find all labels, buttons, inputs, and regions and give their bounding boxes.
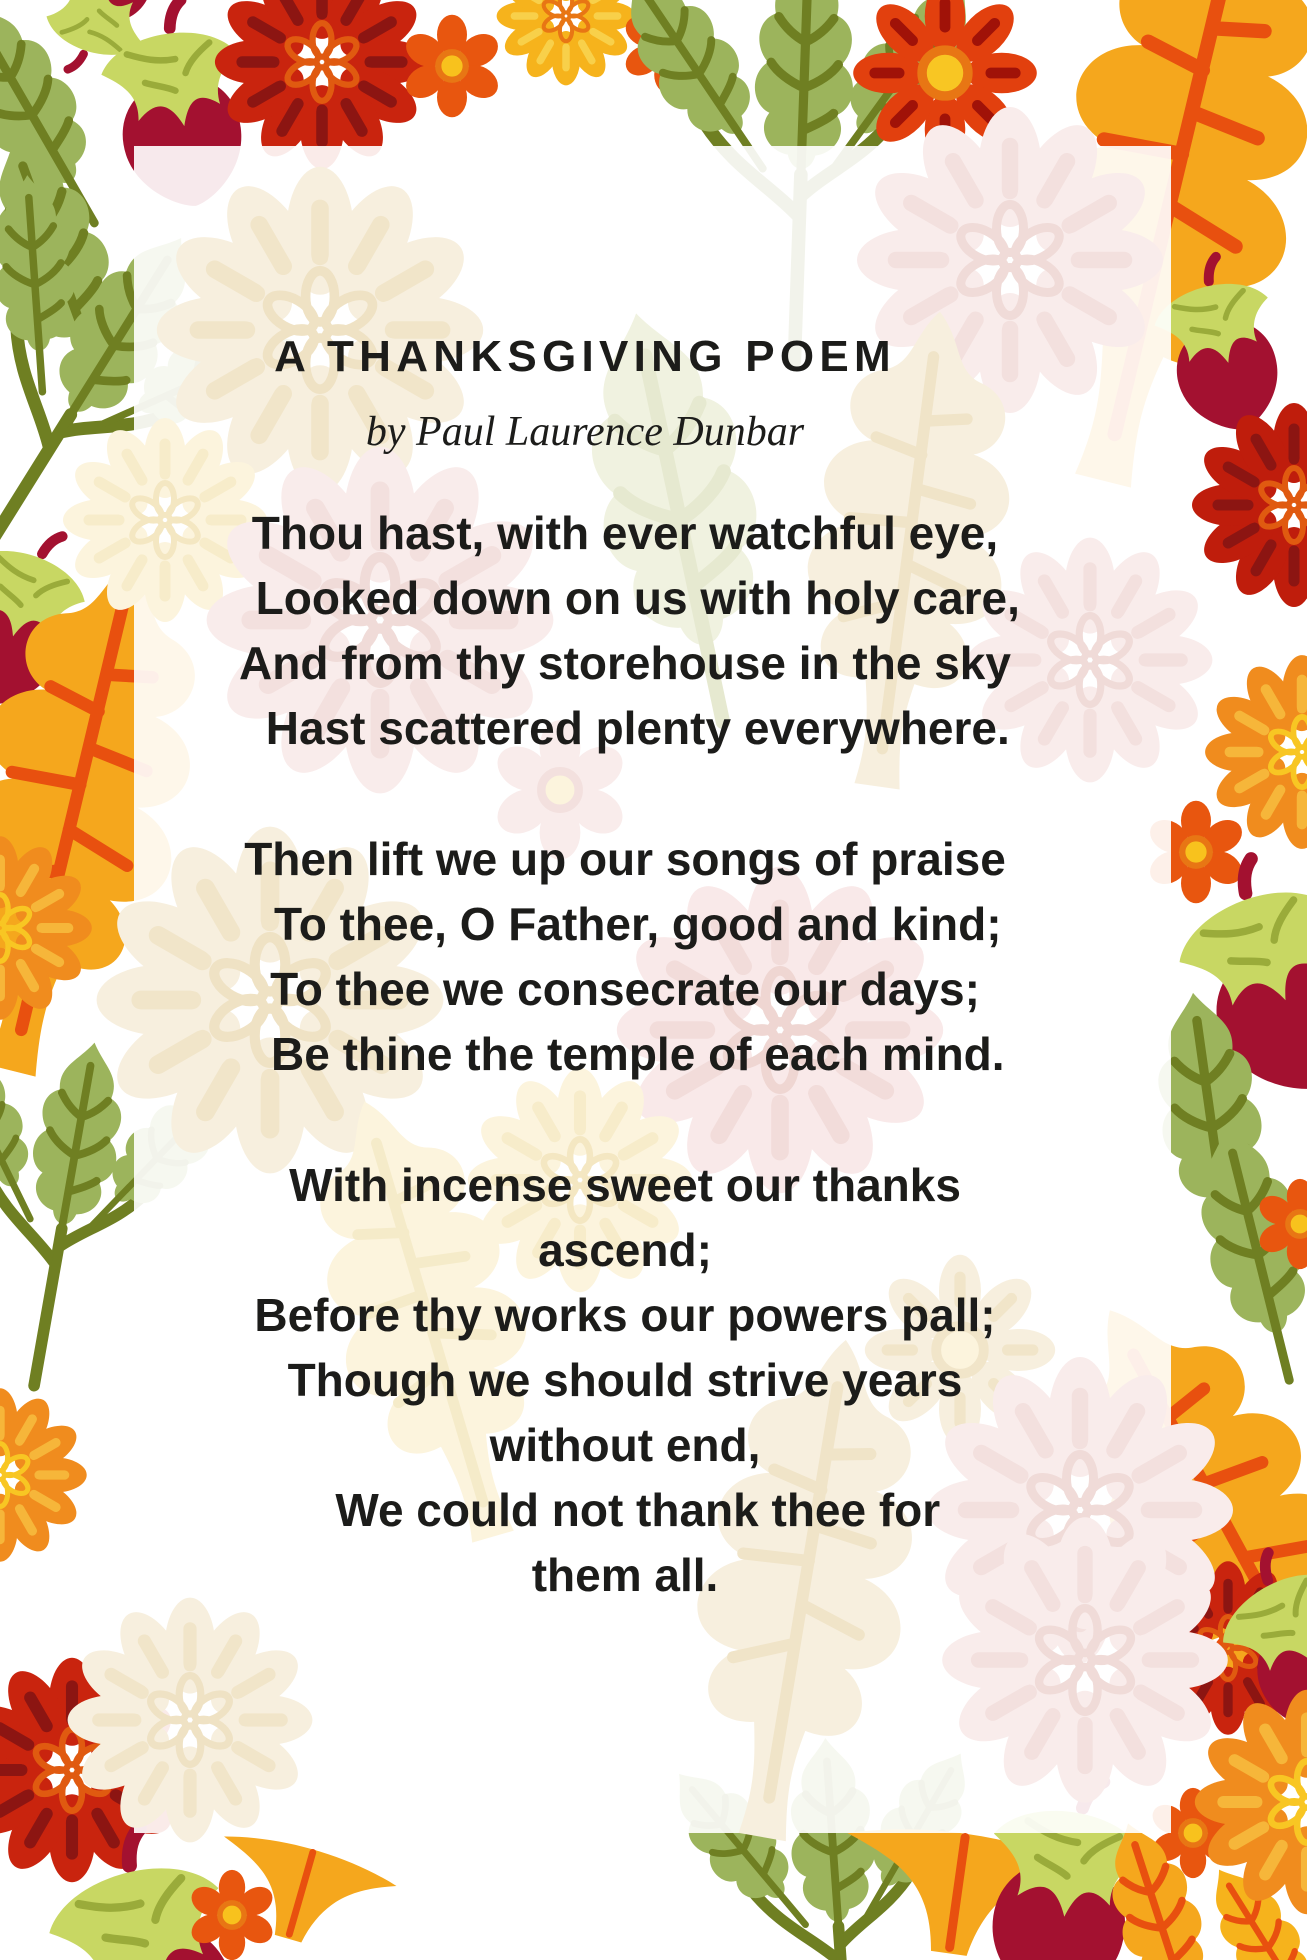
stanza-3 bbox=[110, 1153, 1140, 1608]
poem-header bbox=[110, 332, 1060, 457]
poem-line: ascend; bbox=[538, 1223, 712, 1276]
poem-line: Hast scattered plenty everywhere. bbox=[240, 701, 1010, 754]
poem-line: Looked down on us with holy care, bbox=[230, 571, 1020, 624]
poem-line: With incense sweet our thanks bbox=[289, 1158, 961, 1211]
stanza-2 bbox=[110, 827, 1140, 1087]
poem-body bbox=[110, 501, 1140, 1608]
poem-line: Before thy works our powers pall; bbox=[254, 1288, 996, 1341]
poem-line: them all. bbox=[531, 1548, 719, 1601]
poem-line: Then lift we up our songs of praise bbox=[244, 832, 1006, 885]
poem-line: And from thy storehouse in the sky bbox=[239, 636, 1011, 689]
poem-line: Thou hast, with ever watchful eye, bbox=[251, 506, 999, 559]
poem-line: We could not thank thee for bbox=[309, 1483, 941, 1536]
poem-content bbox=[110, 146, 1140, 1674]
poem-line: To thee we consecrate our days; bbox=[270, 962, 980, 1015]
poem-byline: by Paul Laurence Dunbar bbox=[365, 408, 805, 455]
stanza-1 bbox=[110, 501, 1140, 761]
poem-line: without end, bbox=[489, 1418, 761, 1471]
poem-line: To thee, O Father, good and kind; bbox=[248, 897, 1002, 950]
poem-line: Be thine the temple of each mind. bbox=[245, 1027, 1005, 1080]
poem-title: A THANKSGIVING POEM bbox=[274, 332, 896, 381]
poem-line: Though we should strive years bbox=[287, 1353, 963, 1406]
